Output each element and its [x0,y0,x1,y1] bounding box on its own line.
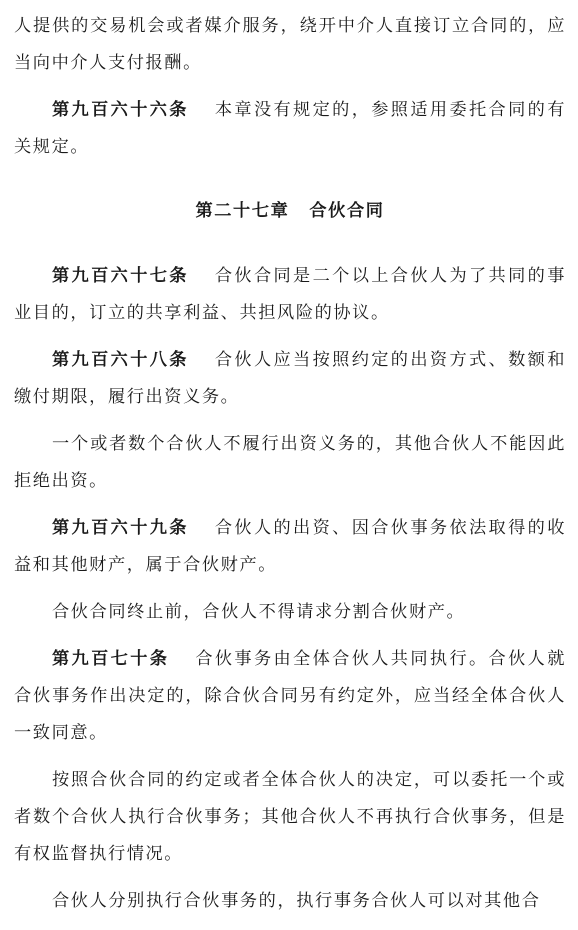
article-text: 合伙人的出资、因合伙事务依法取得的收益和其他财产，属于合伙财产。 [14,518,566,575]
chapter-title: 合伙合同 [309,201,385,221]
article-text: 合伙事务由全体合伙人共同执行。合伙人就合伙事务作出决定的，除合伙合同另有约定外，应当经全体合伙人一致同意。 [14,649,566,743]
article-number: 第九百六十八条 [52,350,189,370]
article-967 [14,258,566,332]
article-968 [14,342,566,416]
article-966 [14,92,566,166]
article-text: 合伙合同是二个以上合伙人为了共同的事业目的，订立的共享利益、共担风险的协议。 [14,266,566,323]
article-number: 第九百六十九条 [52,518,189,538]
article-969-paragraph-2: 合伙合同终止前，合伙人不得请求分割合伙财产。 [52,602,466,622]
article-number: 第九百六十七条 [52,266,189,286]
article-970-paragraph-2: 按照合伙合同的约定或者全体合伙人的决定，可以委托一个或者数个合伙人执行合伙事务；其他合伙人不再执行合伙事务，但是有权监督执行情况。 [14,770,566,864]
article-text: 合伙人应当按照约定的出资方式、数额和缴付期限，履行出资义务。 [14,350,566,407]
article-968-paragraph-2: 一个或者数个合伙人不履行出资义务的，其他合伙人不能因此拒绝出资。 [14,434,566,491]
article-number: 第九百七十条 [52,649,170,669]
document-page [14,8,566,930]
chapter-heading [14,193,566,230]
article-text: 本章没有规定的，参照适用委托合同的有关规定。 [14,100,566,157]
article-970-paragraph-3: 合伙人分别执行合伙事务的，执行事务合伙人可以对其他合 [52,891,541,911]
article-970 [14,641,566,752]
article-number: 第九百六十六条 [52,100,189,120]
article-969 [14,510,566,584]
paragraph-continuation: 人提供的交易机会或者媒介服务，绕开中介人直接订立合同的，应当向中介人支付报酬。 [14,16,566,73]
chapter-number: 第二十七章 [195,201,290,221]
